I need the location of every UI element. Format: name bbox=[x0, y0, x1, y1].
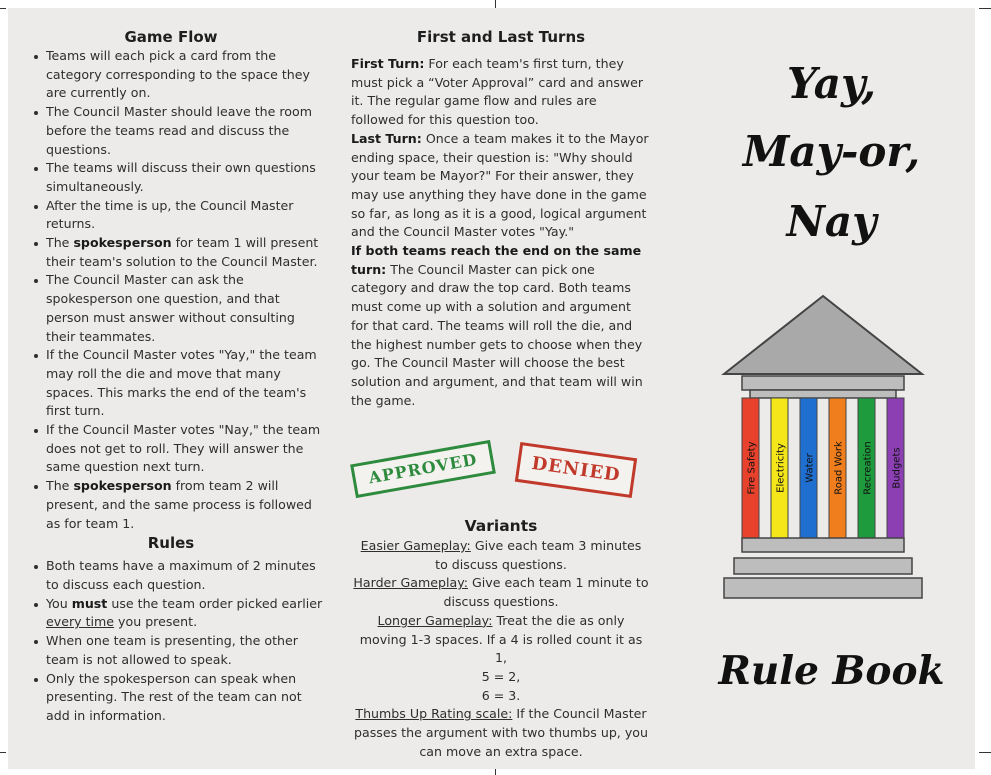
column-label: Electricity bbox=[775, 443, 787, 493]
paragraph: If both teams reach the end on the same turn: The Council Master can pick one category and draw the top card. Both teams must come up with a solution and argument for that card. The teams will roll the die, and the highest number gets to choose when they go. The Council Master will choose the best solution and argument, and that team will win the game. bbox=[351, 243, 643, 408]
rules-list bbox=[16, 557, 326, 725]
crop-mark-left-mid bbox=[0, 752, 6, 753]
list-item: If the Council Master votes "Nay," the team does not get to roll. They will answer the same question next turn. bbox=[16, 421, 326, 477]
paragraph: Thumbs Up Rating scale: If the Council Master passes the argument with two thumbs up, you can move an extra space. bbox=[354, 706, 648, 759]
list-item: When one team is presenting, the other team is not allowed to speak. bbox=[16, 632, 326, 669]
list-item: The teams will discuss their own questions simultaneously. bbox=[16, 159, 326, 196]
title-line-2: May-or, bbox=[742, 127, 921, 176]
column-label: Budgets bbox=[891, 447, 903, 489]
rules-heading: Rules bbox=[147, 534, 195, 553]
variants-section bbox=[351, 516, 651, 761]
paragraph: Last Turn: Once a team makes it to the Mayor ending space, their question is: "Why should your team be Mayor?" For their answer, they may use anything they have done in the game so far, as long as it is a good, logical argument and the Council Master votes "Yay." bbox=[351, 130, 649, 240]
brochure-sheet bbox=[8, 8, 975, 769]
crop-mark-right-mid bbox=[979, 752, 991, 753]
column-cap bbox=[750, 390, 896, 398]
variants-heading: Variants bbox=[464, 517, 538, 535]
paragraph: Longer Gameplay: Treat the die as only moving 1-3 spaces. If a 4 is rolled count it as 1, 5 = 2, 6 = 3. bbox=[359, 612, 643, 703]
list-item: The spokesperson for team 1 will present their team's solution to the Council Master. bbox=[16, 234, 326, 271]
list-item: You must use the team order picked earlier every time you present. bbox=[16, 595, 326, 632]
first-last-paragraphs bbox=[351, 55, 651, 410]
step-2 bbox=[734, 558, 912, 574]
column-label: Water bbox=[804, 453, 816, 483]
entablature bbox=[742, 376, 904, 390]
paragraph: Harder Gameplay: Give each team 1 minute to discuss questions. bbox=[353, 575, 649, 610]
list-item: After the time is up, the Council Master returns. bbox=[16, 197, 326, 234]
title-line-3: Nay bbox=[786, 197, 877, 246]
first-last-heading: First and Last Turns bbox=[416, 28, 586, 46]
column-label: Road Work bbox=[833, 441, 845, 495]
approved-stamp: APPROVED bbox=[350, 440, 496, 498]
title-line-1: Yay, bbox=[787, 59, 876, 108]
denied-stamp: DENIED bbox=[515, 442, 637, 498]
list-item: If the Council Master votes "Yay," the team may roll the die and move that many spaces. This marks the end of the team's first turn. bbox=[16, 346, 326, 421]
list-item: The Council Master should leave the room before the teams read and discuss the questions. bbox=[16, 103, 326, 159]
step-3 bbox=[724, 578, 922, 598]
list-item: Teams will each pick a card from the category corresponding to the space they are currently on. bbox=[16, 47, 326, 103]
list-item: The Council Master can ask the spokesperson one question, and that person must answer without consulting their teammates. bbox=[16, 271, 326, 346]
game-flow-heading: Game Flow bbox=[124, 28, 218, 46]
column-label: Recreation bbox=[862, 441, 874, 495]
step-1 bbox=[742, 538, 904, 552]
left-column bbox=[16, 27, 326, 726]
game-flow-list bbox=[16, 47, 326, 533]
column-label: Fire Safety bbox=[746, 441, 758, 495]
paragraph: First Turn: For each team's first turn, they must pick a “Voter Approval” card and answer it. The regular game flow and rules are followed for this question too. bbox=[351, 56, 644, 128]
crop-mark-bottom bbox=[495, 769, 496, 775]
paragraph: Easier Gameplay: Give each team 3 minutes to discuss questions. bbox=[360, 538, 642, 572]
list-item: Only the spokesperson can speak when presenting. The rest of the team can not add in information. bbox=[16, 670, 326, 726]
city-hall-illustration bbox=[708, 286, 938, 600]
middle-column bbox=[351, 27, 651, 410]
roof bbox=[724, 296, 922, 374]
list-item: The spokesperson from team 2 will present, and the same process is followed as for team 1. bbox=[16, 477, 326, 533]
crop-mark-right-top bbox=[979, 8, 991, 9]
crop-mark-top bbox=[495, 0, 496, 8]
crop-mark-left-top bbox=[0, 8, 6, 9]
list-item: Both teams have a maximum of 2 minutes to discuss each question. bbox=[16, 557, 326, 594]
variants-list bbox=[351, 537, 651, 761]
rule-book-title: Rule Book bbox=[718, 648, 945, 694]
